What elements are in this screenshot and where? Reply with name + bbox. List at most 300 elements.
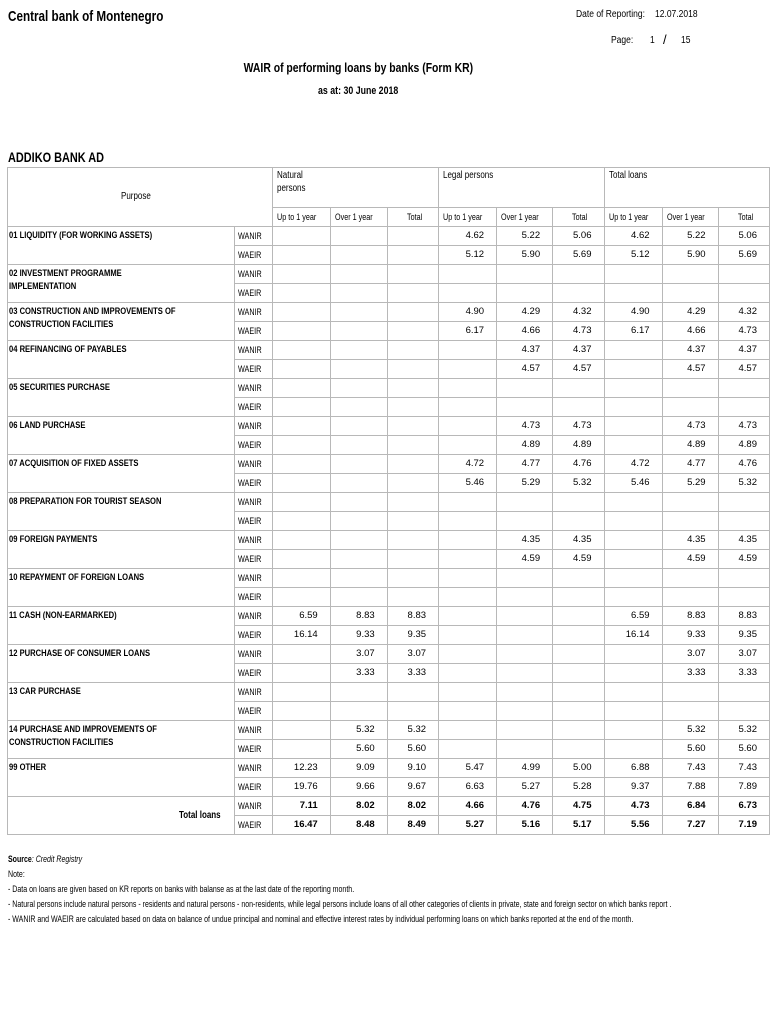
waeir-value [439, 626, 497, 645]
rate-type-wanir [235, 265, 273, 284]
wanir-value: 5.00 [553, 759, 604, 778]
waeir-value: 5.60 [387, 740, 438, 759]
rate-type-text: WAEIR [238, 706, 262, 716]
rate-type-text: WANIR [238, 383, 262, 393]
waeir-value [330, 474, 387, 493]
waeir-value [718, 284, 769, 303]
waeir-value [604, 398, 662, 417]
note-line: - Data on loans are given based on KR reports on banks with balanse as at the last date of the reporting month. [8, 884, 355, 894]
wanir-value: 4.62 [604, 227, 662, 246]
waeir-value [330, 246, 387, 265]
source-text: : Credit Registry [31, 854, 83, 864]
rate-type-text: WANIR [238, 649, 262, 659]
wanir-value: 4.37 [497, 341, 553, 360]
rate-type-text: WAEIR [238, 364, 262, 374]
rate-type-wanir [235, 341, 273, 360]
wanir-value [497, 379, 553, 398]
subheader-over-1-year: Over 1 year [662, 208, 718, 227]
wanir-value: 5.32 [662, 721, 718, 740]
bank-name: ADDIKO BANK AD [8, 149, 105, 165]
waeir-value [553, 664, 604, 683]
waeir-value: 6.63 [439, 778, 497, 797]
rate-type-waeir [235, 398, 273, 417]
waeir-value [387, 550, 438, 569]
waeir-value: 4.59 [662, 550, 718, 569]
group-total-loans: Total loans [604, 168, 770, 208]
waeir-value [387, 702, 438, 721]
waeir-value: 7.88 [662, 778, 718, 797]
wanir-value [604, 341, 662, 360]
wanir-value [718, 379, 769, 398]
wanir-value: 8.02 [387, 797, 438, 816]
purpose-text: 13 CAR PURCHASE [9, 686, 81, 697]
waeir-value [439, 512, 497, 531]
waeir-value: 6.17 [439, 322, 497, 341]
waeir-value [272, 474, 330, 493]
rate-type-waeir [235, 740, 273, 759]
waeir-value: 7.89 [718, 778, 769, 797]
purpose-cell [8, 607, 235, 645]
rate-type-text: WAEIR [238, 402, 262, 412]
wanir-value [330, 379, 387, 398]
waeir-value: 9.33 [330, 626, 387, 645]
page-total: 15 [681, 35, 691, 46]
report-subtitle: as at: 30 June 2018 [317, 85, 399, 97]
wanir-value: 7.43 [662, 759, 718, 778]
waeir-value: 9.35 [718, 626, 769, 645]
rate-type-waeir [235, 588, 273, 607]
waeir-value [272, 360, 330, 379]
waeir-value: 5.32 [553, 474, 604, 493]
waeir-value: 9.35 [387, 626, 438, 645]
wanir-value [604, 417, 662, 436]
wanir-value [272, 265, 330, 284]
wanir-value [330, 683, 387, 702]
wanir-value [272, 455, 330, 474]
report-title: WAIR of performing loans by banks (Form KR) [243, 60, 473, 75]
waeir-value: 5.56 [604, 816, 662, 835]
wanir-value [387, 417, 438, 436]
rate-type-wanir [235, 493, 273, 512]
rate-type-text: WANIR [238, 231, 262, 241]
purpose-cell [8, 493, 235, 531]
purpose-cell [8, 227, 235, 265]
table-row [8, 721, 770, 740]
wanir-value [497, 683, 553, 702]
purpose-text: 03 CONSTRUCTION AND IMPROVEMENTS OF CONSTRUCTION FACILITIES [9, 306, 176, 330]
waeir-value [604, 436, 662, 455]
table-row [8, 645, 770, 664]
rate-type-wanir [235, 607, 273, 626]
wanir-value [387, 227, 438, 246]
subheader-over-1-year: Over 1 year [330, 208, 387, 227]
rate-type-waeir [235, 474, 273, 493]
waeir-value [604, 588, 662, 607]
wanir-value [662, 683, 718, 702]
subheader-over-1-year: Over 1 year [497, 208, 553, 227]
rate-type-text: WANIR [238, 801, 262, 811]
wanir-value: 9.10 [387, 759, 438, 778]
wanir-value: 4.29 [497, 303, 553, 322]
waeir-value [330, 398, 387, 417]
rate-type-waeir [235, 664, 273, 683]
waeir-value: 3.33 [330, 664, 387, 683]
wanir-value: 4.76 [718, 455, 769, 474]
wanir-value [662, 265, 718, 284]
table-row [8, 759, 770, 778]
wanir-value [330, 265, 387, 284]
waeir-value [604, 702, 662, 721]
rate-type-text: WANIR [238, 421, 262, 431]
purpose-text: 99 OTHER [9, 762, 47, 773]
purpose-cell [8, 265, 235, 303]
rate-type-text: WANIR [238, 497, 262, 507]
waeir-value [330, 284, 387, 303]
purpose-cell [8, 455, 235, 493]
waeir-value [553, 398, 604, 417]
waeir-value [387, 284, 438, 303]
table-row [8, 227, 770, 246]
waeir-value [553, 588, 604, 607]
wanir-value [272, 645, 330, 664]
wanir-value [330, 455, 387, 474]
wanir-value: 8.83 [718, 607, 769, 626]
wanir-value: 4.66 [439, 797, 497, 816]
wanir-value [718, 683, 769, 702]
rate-type-text: WAEIR [238, 782, 262, 792]
waeir-value [330, 512, 387, 531]
waeir-value: 4.59 [718, 550, 769, 569]
waeir-value [662, 588, 718, 607]
waeir-value: 6.17 [604, 322, 662, 341]
waeir-value [553, 740, 604, 759]
wanir-value [718, 493, 769, 512]
wanir-value: 4.90 [439, 303, 497, 322]
waeir-value: 4.57 [718, 360, 769, 379]
wanir-value [604, 379, 662, 398]
waeir-value [662, 284, 718, 303]
wanir-value [330, 417, 387, 436]
table-row [8, 379, 770, 398]
waeir-value [272, 740, 330, 759]
waeir-value: 4.57 [662, 360, 718, 379]
rate-type-wanir [235, 569, 273, 588]
waeir-value [439, 702, 497, 721]
waeir-value: 9.66 [330, 778, 387, 797]
wanir-value [439, 531, 497, 550]
waeir-value [387, 398, 438, 417]
waeir-value: 5.60 [330, 740, 387, 759]
rate-type-text: WAEIR [238, 288, 262, 298]
wanir-value [387, 265, 438, 284]
wanir-value: 4.73 [553, 417, 604, 436]
waeir-value: 4.57 [497, 360, 553, 379]
rate-type-waeir [235, 702, 273, 721]
purpose-text: 12 PURCHASE OF CONSUMER LOANS [9, 648, 151, 659]
wanir-value [387, 341, 438, 360]
wanir-value [330, 493, 387, 512]
waeir-value [272, 322, 330, 341]
waeir-value: 9.67 [387, 778, 438, 797]
reporting-date: 12.07.2018 [655, 9, 698, 20]
waeir-value: 5.27 [497, 778, 553, 797]
waeir-value [604, 360, 662, 379]
rate-type-waeir [235, 360, 273, 379]
waeir-value [718, 588, 769, 607]
wanir-value [718, 569, 769, 588]
loans-table-body [8, 227, 770, 835]
page-separator: / [663, 32, 667, 47]
wanir-value [604, 531, 662, 550]
waeir-value [439, 550, 497, 569]
waeir-value: 4.89 [497, 436, 553, 455]
waeir-value [387, 436, 438, 455]
wanir-value [272, 493, 330, 512]
waeir-value [662, 702, 718, 721]
wanir-value: 4.73 [718, 417, 769, 436]
wanir-value: 4.35 [662, 531, 718, 550]
total-loans-text: Total loans [178, 809, 221, 821]
wanir-value [330, 303, 387, 322]
wanir-value [718, 265, 769, 284]
rate-type-text: WAEIR [238, 630, 262, 640]
waeir-value: 9.37 [604, 778, 662, 797]
rate-type-text: WANIR [238, 611, 262, 621]
wanir-value [497, 493, 553, 512]
wanir-value [604, 645, 662, 664]
wanir-value [272, 721, 330, 740]
rate-type-text: WAEIR [238, 250, 262, 260]
wanir-value: 4.73 [604, 797, 662, 816]
rate-type-wanir [235, 417, 273, 436]
wanir-value [439, 683, 497, 702]
purpose-text: 04 REFINANCING OF PAYABLES [9, 344, 127, 355]
waeir-value: 4.73 [718, 322, 769, 341]
wanir-value: 6.88 [604, 759, 662, 778]
waeir-value: 4.73 [553, 322, 604, 341]
wanir-value [553, 683, 604, 702]
rate-type-wanir [235, 797, 273, 816]
waeir-value [439, 398, 497, 417]
purpose-text: 01 LIQUIDITY (FOR WORKING ASSETS) [9, 230, 153, 241]
rate-type-wanir [235, 455, 273, 474]
rate-type-text: WAEIR [238, 554, 262, 564]
rate-type-text: WAEIR [238, 820, 262, 830]
wanir-value: 4.90 [604, 303, 662, 322]
wanir-value [439, 417, 497, 436]
waeir-value: 5.12 [439, 246, 497, 265]
wanir-value: 3.07 [662, 645, 718, 664]
wanir-value: 4.32 [553, 303, 604, 322]
waeir-value [272, 664, 330, 683]
rate-type-text: WAEIR [238, 440, 262, 450]
table-row [8, 417, 770, 436]
waeir-value: 5.27 [439, 816, 497, 835]
waeir-value [553, 626, 604, 645]
wanir-value: 4.62 [439, 227, 497, 246]
wanir-value [553, 645, 604, 664]
waeir-value [272, 284, 330, 303]
waeir-value: 3.33 [662, 664, 718, 683]
waeir-value [387, 246, 438, 265]
waeir-value [387, 588, 438, 607]
wanir-value: 4.37 [553, 341, 604, 360]
waeir-value: 5.28 [553, 778, 604, 797]
rate-type-wanir [235, 531, 273, 550]
waeir-value [553, 284, 604, 303]
waeir-value: 7.19 [718, 816, 769, 835]
purpose-text: 07 ACQUISITION OF FIXED ASSETS [9, 458, 139, 469]
wanir-value [439, 569, 497, 588]
wanir-value: 4.73 [662, 417, 718, 436]
waeir-value [272, 512, 330, 531]
table-row [8, 493, 770, 512]
wanir-value [553, 265, 604, 284]
purpose-text: 05 SECURITIES PURCHASE [9, 382, 110, 393]
wanir-value [604, 721, 662, 740]
note-line: - Natural persons include natural persons - residents and natural persons - non-residents, while legal persons include loans of all other categories of clients in private, state and foreign sector on which banks report . [8, 899, 672, 909]
wanir-value: 4.77 [497, 455, 553, 474]
waeir-value: 19.76 [272, 778, 330, 797]
note-label: Note: [8, 869, 25, 879]
waeir-value: 5.29 [662, 474, 718, 493]
rate-type-wanir [235, 721, 273, 740]
organization-name: Central bank of Montenegro [8, 8, 164, 25]
purpose-text: 08 PREPARATION FOR TOURIST SEASON [9, 496, 162, 507]
table-row [8, 531, 770, 550]
waeir-value [387, 512, 438, 531]
wanir-value [497, 645, 553, 664]
wanir-value: 5.32 [718, 721, 769, 740]
waeir-value: 3.33 [718, 664, 769, 683]
waeir-value [387, 360, 438, 379]
wanir-value: 4.35 [718, 531, 769, 550]
wanir-value: 6.59 [604, 607, 662, 626]
wanir-value [330, 531, 387, 550]
waeir-value [497, 588, 553, 607]
wanir-value [439, 493, 497, 512]
waeir-value [497, 284, 553, 303]
wanir-value [439, 265, 497, 284]
purpose-cell [8, 341, 235, 379]
subheader-up-to-1-year: Up to 1 year [439, 208, 497, 227]
wanir-value: 4.77 [662, 455, 718, 474]
wanir-value [604, 683, 662, 702]
waeir-value: 4.89 [718, 436, 769, 455]
wanir-value: 8.83 [662, 607, 718, 626]
rate-type-text: WAEIR [238, 668, 262, 678]
waeir-value [497, 626, 553, 645]
wanir-value: 5.22 [662, 227, 718, 246]
totals-row [8, 797, 770, 816]
wanir-value: 4.35 [553, 531, 604, 550]
wanir-value [553, 493, 604, 512]
wanir-value [497, 607, 553, 626]
wanir-value [272, 341, 330, 360]
waeir-value [604, 550, 662, 569]
waeir-value: 16.14 [604, 626, 662, 645]
waeir-value [272, 588, 330, 607]
wanir-value [497, 569, 553, 588]
subheader-total: Total [387, 208, 438, 227]
rate-type-text: WANIR [238, 345, 262, 355]
rate-type-waeir [235, 284, 273, 303]
wanir-value: 4.37 [718, 341, 769, 360]
waeir-value [387, 322, 438, 341]
rate-type-text: WANIR [238, 459, 262, 469]
waeir-value: 5.69 [553, 246, 604, 265]
wanir-value [439, 721, 497, 740]
waeir-value [330, 588, 387, 607]
purpose-text: 10 REPAYMENT OF FOREIGN LOANS [9, 572, 145, 583]
wanir-value [272, 531, 330, 550]
rate-type-wanir [235, 303, 273, 322]
wanir-value: 9.09 [330, 759, 387, 778]
wanir-value: 4.76 [553, 455, 604, 474]
waeir-value [330, 322, 387, 341]
purpose-cell [8, 417, 235, 455]
wanir-value: 8.83 [387, 607, 438, 626]
purpose-cell [8, 645, 235, 683]
purpose-text: 14 PURCHASE AND IMPROVEMENTS OF CONSTRUCTION FACILITIES [9, 724, 157, 748]
waeir-value [439, 360, 497, 379]
waeir-value [272, 702, 330, 721]
waeir-value: 5.16 [497, 816, 553, 835]
waeir-value: 4.66 [497, 322, 553, 341]
waeir-value [330, 436, 387, 455]
waeir-value: 5.90 [497, 246, 553, 265]
wanir-value [662, 493, 718, 512]
rate-type-wanir [235, 645, 273, 664]
wanir-value [387, 569, 438, 588]
waeir-value [272, 436, 330, 455]
rate-type-waeir [235, 626, 273, 645]
wanir-value: 4.76 [497, 797, 553, 816]
wanir-value: 4.73 [497, 417, 553, 436]
waeir-value: 4.89 [553, 436, 604, 455]
waeir-value: 5.60 [718, 740, 769, 759]
waeir-value: 5.17 [553, 816, 604, 835]
rate-type-waeir [235, 550, 273, 569]
waeir-value: 4.57 [553, 360, 604, 379]
wanir-value [662, 569, 718, 588]
rate-type-text: WAEIR [238, 592, 262, 602]
wanir-value: 4.35 [497, 531, 553, 550]
rate-type-text: WANIR [238, 725, 262, 735]
wanir-value: 12.23 [272, 759, 330, 778]
table-row [8, 265, 770, 284]
waeir-value [330, 360, 387, 379]
table-row [8, 341, 770, 360]
page-current: 1 [650, 35, 655, 46]
wanir-value: 5.47 [439, 759, 497, 778]
waeir-value [662, 512, 718, 531]
waeir-value [272, 246, 330, 265]
wanir-value [272, 227, 330, 246]
wanir-value: 4.32 [718, 303, 769, 322]
purpose-header: Purpose [8, 168, 273, 227]
rate-type-text: WANIR [238, 535, 262, 545]
waeir-value [553, 512, 604, 531]
subheader-up-to-1-year: Up to 1 year [272, 208, 330, 227]
rate-type-text: WAEIR [238, 326, 262, 336]
rate-type-text: WAEIR [238, 516, 262, 526]
group-natural-persons: Natural persons [272, 168, 438, 208]
waeir-value: 8.48 [330, 816, 387, 835]
rate-type-text: WANIR [238, 687, 262, 697]
purpose-text: 06 LAND PURCHASE [9, 420, 86, 431]
purpose-text: 02 INVESTMENT PROGRAMME IMPLEMENTATION [9, 268, 122, 292]
